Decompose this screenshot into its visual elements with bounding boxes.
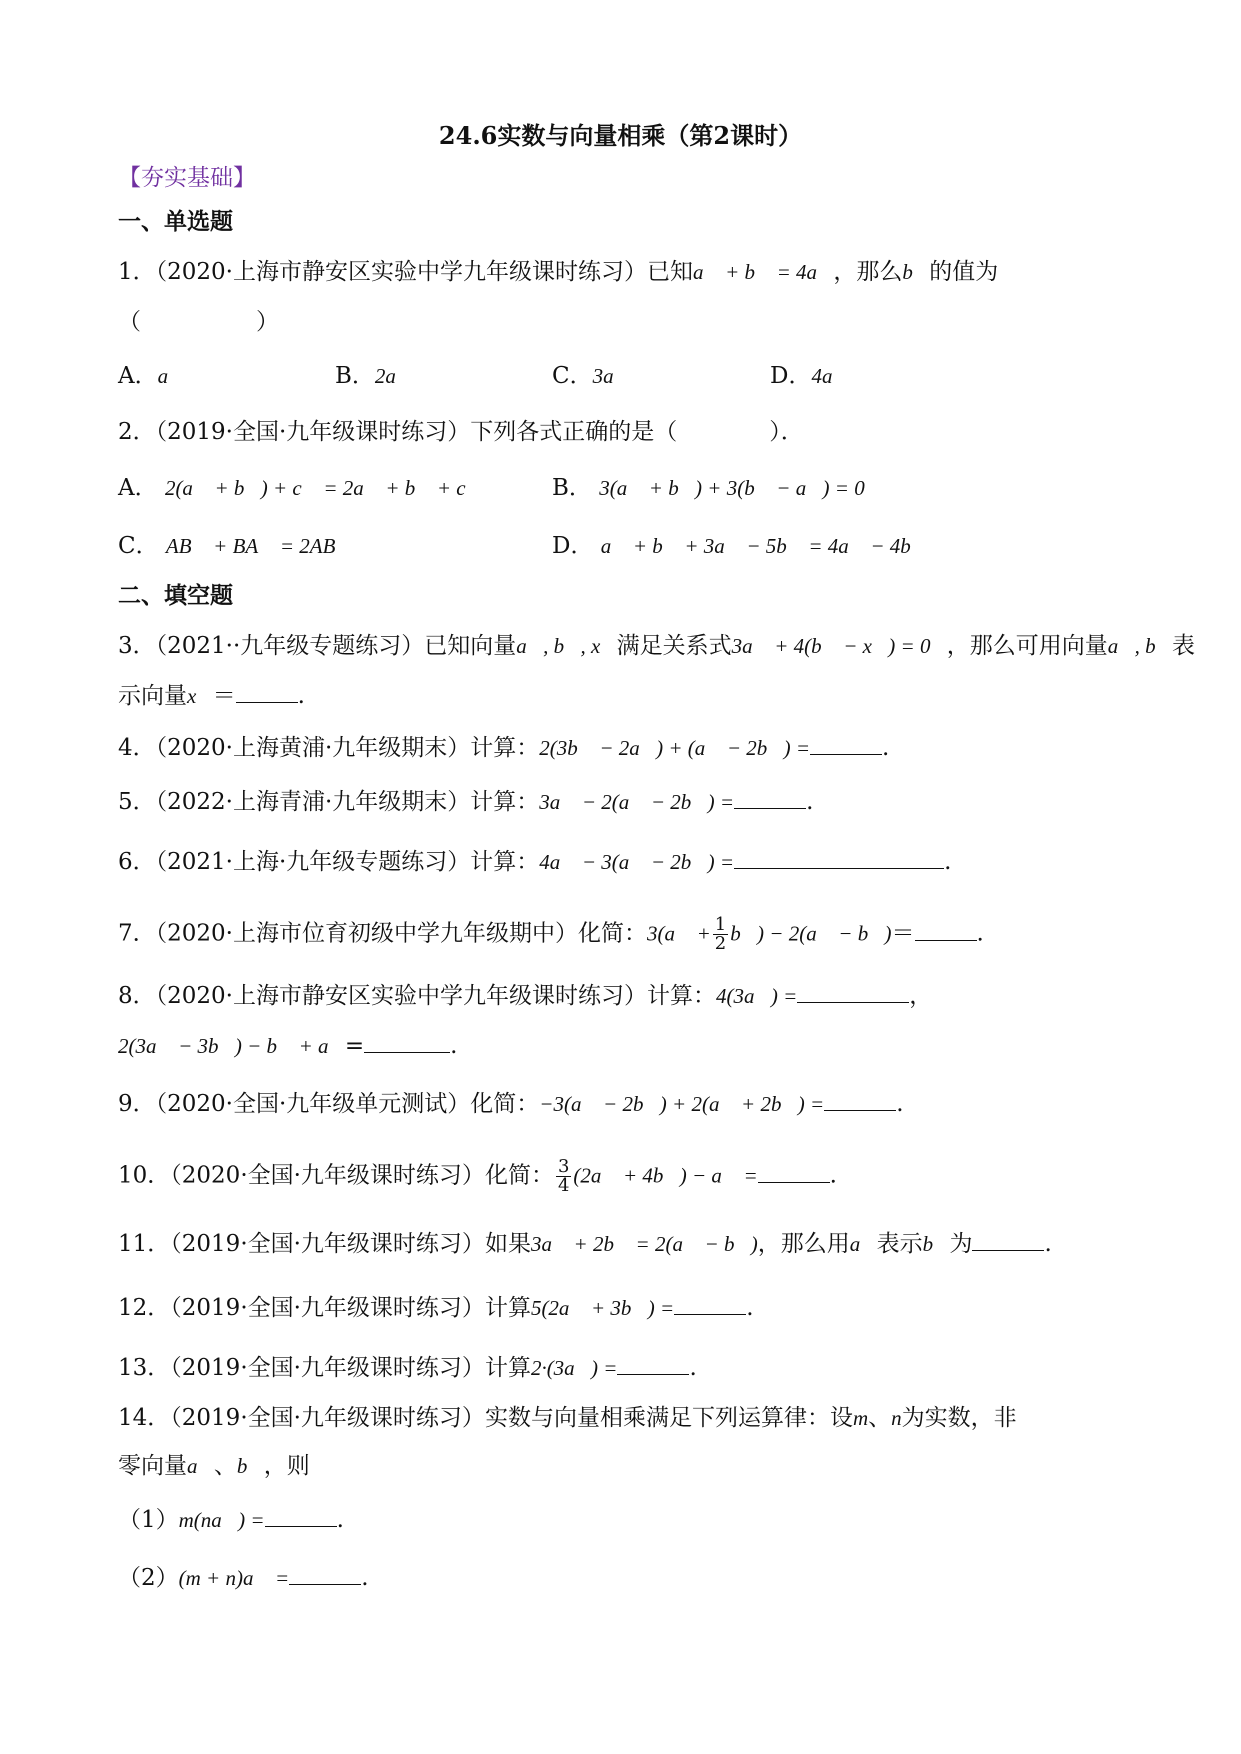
period: . (1044, 1231, 1052, 1257)
question-text: 计算： (470, 849, 540, 875)
question-text: ，那么 (833, 259, 903, 285)
question-text: 、 (213, 1453, 237, 1479)
question-6 (118, 846, 951, 878)
fraction-denominator: 4 (557, 1175, 570, 1196)
option-expr: 3(a⃗ + b⃗) + 3(b⃗ − a⃗) = 0 (599, 476, 865, 500)
math-expr: 2(3b⃗ − 2a⃗) + (a⃗ − 2b⃗) = (539, 736, 811, 760)
math-expr: a⃗, b⃗ (1107, 634, 1172, 658)
fraction (713, 916, 728, 953)
math-expr: n (891, 1406, 902, 1430)
option-label: A． (118, 475, 158, 501)
period: . (829, 1162, 837, 1189)
math-expr: (2a⃗ + 4b⃗) − a⃗ = (573, 1163, 758, 1188)
answer-blank[interactable] (674, 1292, 746, 1315)
option-c[interactable] (552, 360, 630, 392)
fraction-denominator: 2 (714, 933, 727, 954)
math-expr: a⃗ (187, 1454, 214, 1478)
page-title: 24.6实数与向量相乘（第2课时） (438, 121, 803, 150)
option-expr: 4a⃗ (811, 364, 849, 388)
question-text: ＝ (891, 920, 915, 947)
question-number: 9． (118, 1091, 156, 1117)
question-14-sub-1 (118, 1504, 344, 1536)
math-expr: 3a⃗ + 4(b⃗ − x⃗) = 0⃗ (731, 634, 947, 658)
math-expr: 2·(3a⃗) = (530, 1356, 618, 1380)
question-source: （2019·全国·九年级课时练习） (170, 1405, 485, 1431)
answer-blank[interactable] (734, 846, 944, 869)
math-expr: 3a⃗ + 2b⃗ = 2(a⃗ − b⃗) (530, 1232, 758, 1256)
question-text: 表示 (876, 1231, 923, 1257)
period: . (806, 789, 814, 815)
fraction-numerator: 1 (714, 914, 727, 935)
answer-parenthesis: （ ） (118, 309, 279, 335)
period: . (746, 1295, 754, 1321)
section-heading-single-choice: 一、单选题 (118, 208, 233, 235)
question-text: 计算： (470, 735, 540, 761)
answer-blank[interactable] (617, 1352, 689, 1375)
answer-blank[interactable] (734, 786, 806, 809)
option-d[interactable] (552, 530, 927, 562)
question-text: 示向量 (118, 683, 187, 709)
question-number: 7． (118, 920, 156, 947)
question-number: 4． (118, 735, 156, 761)
option-expr: a⃗ (157, 364, 185, 388)
question-number: 11． (118, 1231, 171, 1257)
option-expr: AB⃗ + BA⃗ = 2AB⃗ (165, 534, 352, 558)
question-text: 实数与向量相乘满足下列运算律：设 (484, 1405, 853, 1431)
math-expr: m (852, 1406, 869, 1430)
math-expr: b⃗ (236, 1454, 264, 1478)
math-expr: 2(3a⃗ − 3b⃗) − b⃗ + a⃗ (118, 1034, 345, 1058)
question-text: 零向量 (118, 1453, 187, 1479)
question-text: ，那么用 (757, 1231, 850, 1257)
question-1 (118, 256, 998, 288)
question-source: （2022·上海青浦·九年级期末） (155, 789, 471, 815)
question-14 (118, 1402, 1017, 1434)
question-3-cont (118, 680, 305, 712)
option-b[interactable] (335, 360, 412, 392)
question-source: （2019·全国·九年级课时练习） (170, 1231, 485, 1257)
question-source: （2020·上海市静安区实验中学九年级课时练习） (155, 983, 647, 1009)
question-number: 8． (118, 983, 156, 1009)
question-text: 表 (1171, 633, 1195, 659)
question-text: 为实数，非 (901, 1405, 1017, 1431)
option-expr: 2a⃗ (374, 364, 413, 388)
math-expr: a⃗ (849, 1232, 877, 1256)
math-expr: a⃗ + b⃗ = 4a⃗ (693, 260, 834, 284)
answer-blank[interactable] (265, 1504, 337, 1527)
question-text: 、 (868, 1405, 892, 1431)
option-expr: 3a⃗ (592, 364, 630, 388)
answer-blank[interactable] (289, 1562, 361, 1585)
question-source: （2019·全国·九年级课时练习） (155, 419, 471, 445)
question-text: ，则 (263, 1453, 310, 1479)
answer-blank[interactable] (972, 1228, 1044, 1251)
question-number: 2． (118, 419, 156, 445)
math-expr: m(na⃗) = (178, 1508, 265, 1532)
answer-blank[interactable] (810, 732, 882, 755)
option-label: A． (118, 363, 158, 389)
question-9 (118, 1088, 904, 1120)
question-text: 化简： (578, 920, 647, 947)
math-expr: 5(2a⃗ + 3b⃗) = (530, 1296, 675, 1320)
sub-label: （1） (118, 1507, 179, 1533)
question-number: 5． (118, 789, 156, 815)
period: . (336, 1507, 344, 1533)
question-2 (118, 416, 804, 448)
answer-blank[interactable] (824, 1088, 896, 1111)
option-d[interactable] (770, 360, 849, 392)
question-text: 的值为 (929, 259, 999, 285)
question-text: 下列各式正确的是（ ）． (470, 419, 804, 445)
question-text: ＝ (212, 683, 236, 709)
answer-blank[interactable] (364, 1030, 450, 1053)
question-14-sub-2 (118, 1562, 369, 1594)
question-number: 10． (118, 1162, 171, 1189)
question-number: 13． (118, 1355, 171, 1381)
fraction-numerator: 3 (557, 1156, 570, 1177)
comma: ， (909, 983, 933, 1009)
question-10 (118, 1158, 837, 1195)
question-14-cont (118, 1450, 310, 1482)
question-text: 化简： (470, 1091, 540, 1117)
question-3 (118, 630, 1195, 662)
question-11 (118, 1228, 1052, 1260)
question-number: 3． (118, 633, 156, 659)
question-text: = (344, 1033, 365, 1059)
period: . (297, 683, 305, 709)
question-5 (118, 786, 813, 818)
math-expr: 3a⃗ − 2(a⃗ − 2b⃗) = (539, 790, 735, 814)
question-text: 为 (949, 1231, 973, 1257)
question-7 (118, 916, 984, 953)
question-text: 如果 (484, 1231, 531, 1257)
math-expr: −3(a⃗ − 2b⃗) + 2(a⃗ + 2b⃗) = (539, 1092, 825, 1116)
question-text: 计算： (647, 983, 716, 1009)
option-a[interactable] (118, 472, 482, 504)
question-source: （2020·上海市静安区实验中学九年级课时练习） (155, 259, 647, 285)
question-source: （2020·上海市位育初级中学九年级期中） (155, 920, 578, 947)
fraction (556, 1158, 571, 1195)
period: . (944, 849, 952, 875)
option-expr: 2(a⃗ + b⃗) + c⃗ = 2a⃗ + b⃗ + c⃗ (164, 476, 482, 500)
option-a[interactable] (118, 360, 184, 392)
math-expr: b⃗) − 2(a⃗ − b⃗) (730, 921, 892, 946)
option-label: D． (552, 533, 594, 559)
math-expr: b⃗ (922, 1232, 950, 1256)
answer-blank[interactable] (797, 980, 909, 1003)
option-expr: a⃗ + b⃗ + 3a⃗ − 5b⃗ = 4a⃗ − 4b⃗ (600, 534, 928, 558)
question-number: 14． (118, 1405, 171, 1431)
sub-label: （2） (118, 1565, 179, 1591)
section-heading-fill-in: 二、填空题 (118, 582, 233, 609)
section-tag: 【夯实基础】 (118, 165, 256, 191)
math-expr: (m + n)a⃗ = (178, 1566, 290, 1590)
math-expr: a⃗, b⃗, x⃗ (516, 634, 617, 658)
question-source: （2020·全国·九年级课时练习） (170, 1162, 485, 1189)
question-8 (118, 980, 932, 1012)
period: . (361, 1565, 369, 1591)
math-expr: 4(3a⃗) = (716, 984, 798, 1008)
question-text: 计算 (484, 1295, 531, 1321)
question-text: 已知向量 (424, 633, 517, 659)
question-source: （2021··九年级专题练习） (155, 633, 425, 659)
question-source: （2019·全国·九年级课时练习） (170, 1355, 485, 1381)
question-source: （2021·上海·九年级专题练习） (155, 849, 471, 875)
period: . (896, 1091, 904, 1117)
question-4 (118, 732, 889, 764)
question-number: 1． (118, 259, 156, 285)
math-expr: b⃗ (902, 260, 930, 284)
period: . (689, 1355, 697, 1381)
question-source: （2019·全国·九年级课时练习） (170, 1295, 485, 1321)
question-text: 化简： (484, 1162, 554, 1189)
period: . (882, 735, 890, 761)
option-c[interactable] (118, 530, 352, 562)
question-number: 6． (118, 849, 156, 875)
question-text: 满足关系式 (616, 633, 732, 659)
question-text: ，那么可用向量 (946, 633, 1108, 659)
answer-blank[interactable] (758, 1160, 830, 1183)
math-expr: 4a⃗ − 3(a⃗ − 2b⃗) = (539, 850, 735, 874)
question-text: 计算 (484, 1355, 531, 1381)
math-expr: 3(a⃗ + (647, 921, 711, 946)
answer-blank[interactable] (915, 918, 977, 941)
answer-blank[interactable] (236, 680, 298, 703)
math-expr: x⃗ (187, 684, 213, 708)
option-label: B． (552, 475, 592, 501)
question-12 (118, 1292, 754, 1324)
option-b[interactable] (552, 472, 865, 504)
period: . (450, 1033, 458, 1059)
option-label: C． (118, 533, 159, 559)
option-label: C． (552, 363, 593, 389)
question-8-cont (118, 1030, 457, 1062)
period: . (976, 920, 984, 947)
question-text: 计算： (470, 789, 540, 815)
question-13 (118, 1352, 697, 1384)
question-text: 已知 (647, 259, 693, 285)
option-label: D． (770, 363, 812, 389)
option-label: B． (335, 363, 375, 389)
question-number: 12． (118, 1295, 171, 1321)
question-source: （2020·上海黄浦·九年级期末） (155, 735, 471, 761)
question-source: （2020·全国·九年级单元测试） (155, 1091, 471, 1117)
